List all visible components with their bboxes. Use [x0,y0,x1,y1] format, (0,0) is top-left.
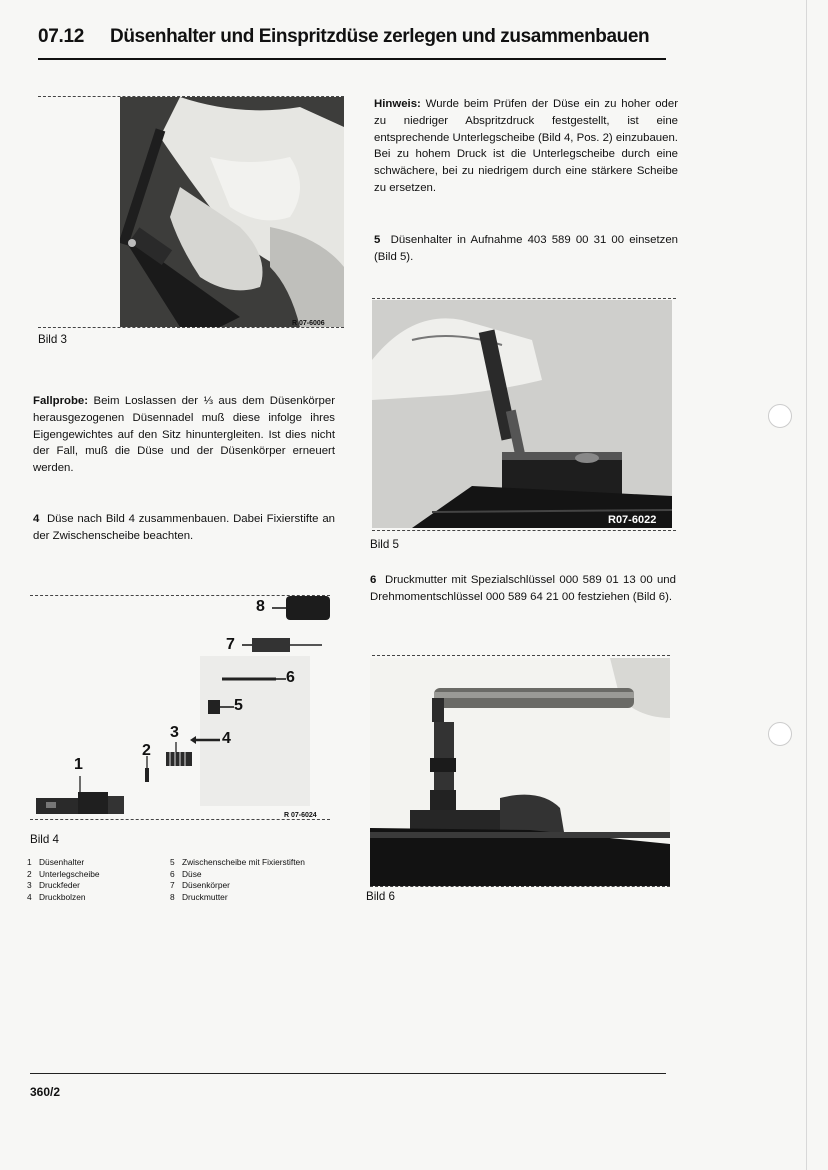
step5-text: Düsenhalter in Aufnahme 403 589 00 31 00 einsetzen (Bild 5). [374,234,678,263]
figure5-code: R07-6022 [608,514,657,526]
part3-druckfeder [166,752,192,766]
footer-rule [30,1073,666,1074]
figure4-drawing [30,596,330,818]
figure4-legend-right [170,857,340,903]
callout-1: 1 [74,756,83,773]
hinweis-paragraph [374,96,678,197]
callout-7: 7 [226,636,235,653]
punch-hole-upper [768,404,792,428]
figure6-top-rule [372,655,670,656]
step4-text: Düse nach Bild 4 zusammenbauen. Dabei Fixierstifte an der Zwischenscheibe beachten. [33,513,335,542]
callout-8: 8 [256,598,265,615]
header-rule [38,58,666,60]
legend-item: 8 Druckmutter [170,891,228,902]
part1-duesenhalter [36,792,124,814]
fallprobe-label: Fallprobe: [33,395,89,407]
step6-text: Druckmutter mit Spezialschlüssel 000 589 01 13 00 und Drehmomentschlüssel 000 589 64 21 00 festziehen (Bild 6). [370,574,676,603]
step6-number: 6 [370,574,377,586]
figure5-photo [372,300,672,528]
legend-item: 2 Unterlegscheibe [27,868,100,879]
figure3-photo [120,97,344,327]
step4-paragraph [33,511,335,545]
figure4-code: R 07-6024 [284,812,317,819]
legend-item: 1 Düsenhalter [27,857,85,867]
figure6-bottom-rule [370,886,670,887]
callout-3: 3 [170,724,179,741]
legend-item: 3 Druckfeder [27,880,80,891]
step5-paragraph [374,232,678,266]
legend-item: 6 Düse [170,868,202,879]
figure4-caption: Bild 4 [30,833,60,846]
figure4-illustration [30,596,330,818]
hinweis-text1: Wurde beim Prüfen der Düse ein zu hoher oder zu niedriger Abspritzdruck festgestellt, ist eine entsprechende Unterlegscheibe (Bild 4, Pos. 2) einzubauen. [374,98,678,144]
section-number: 07.12 [38,26,85,47]
figure6-photo [370,658,670,886]
part2-unterlegscheibe [145,768,149,782]
figure5-illustration [372,300,672,528]
part8-druckmutter [286,596,330,620]
part5-zwischenscheibe [208,700,220,714]
legend-item: 4 Druckbolzen [27,891,86,902]
legend-item: 7 Düsenkörper [170,880,230,891]
page-edge [806,0,807,1170]
step6-paragraph [370,572,676,606]
figure5-caption: Bild 5 [370,538,400,551]
hinweis-text2: Bei zu hohem Druck ist die Unterlegscheibe durch eine schwächere, bei zu niedrigem durch eine stärkere Scheibe zu ersetzen. [374,148,678,194]
part7-duesenkoerper [252,638,290,652]
callout-6: 6 [286,669,295,686]
figure5-top-rule [372,298,676,299]
callout-2: 2 [142,742,151,759]
fallprobe-text: Beim Loslassen der ⅓ aus dem Düsenkörper herausgezogenen Düsennadel muß diese infolge ihres Eigengewichtes auf den Sitz hinuntergleiten. Ist dies nicht der Fall, muß die Düse und der Düsenkörper erneuert werden. [33,395,335,475]
hinweis-label: Hinweis: [374,98,421,110]
callout-4: 4 [222,730,231,747]
figure4-legend-left [27,857,157,903]
figure6-illustration [370,658,670,886]
figure6-caption: Bild 6 [366,890,396,903]
step5-number: 5 [374,234,381,246]
fallprobe-paragraph [33,393,335,477]
step4-number: 4 [33,513,40,525]
figure3-caption: Bild 3 [38,333,68,346]
figure4-bottom-rule [30,819,330,820]
legend-item: 5 Zwischenscheibe mit Fixierstiften [170,857,305,867]
figure3-bottom-rule [38,327,344,328]
figure5-bottom-rule [372,530,676,531]
figure3-illustration [120,97,344,327]
figure3-code: R 07-6006 [292,320,325,327]
page-title: Düsenhalter und Einspritzdüse zerlegen und zusammenbauen [110,26,650,47]
callout-5: 5 [234,697,243,714]
page-number: 360/2 [30,1085,61,1099]
punch-hole-lower [768,722,792,746]
